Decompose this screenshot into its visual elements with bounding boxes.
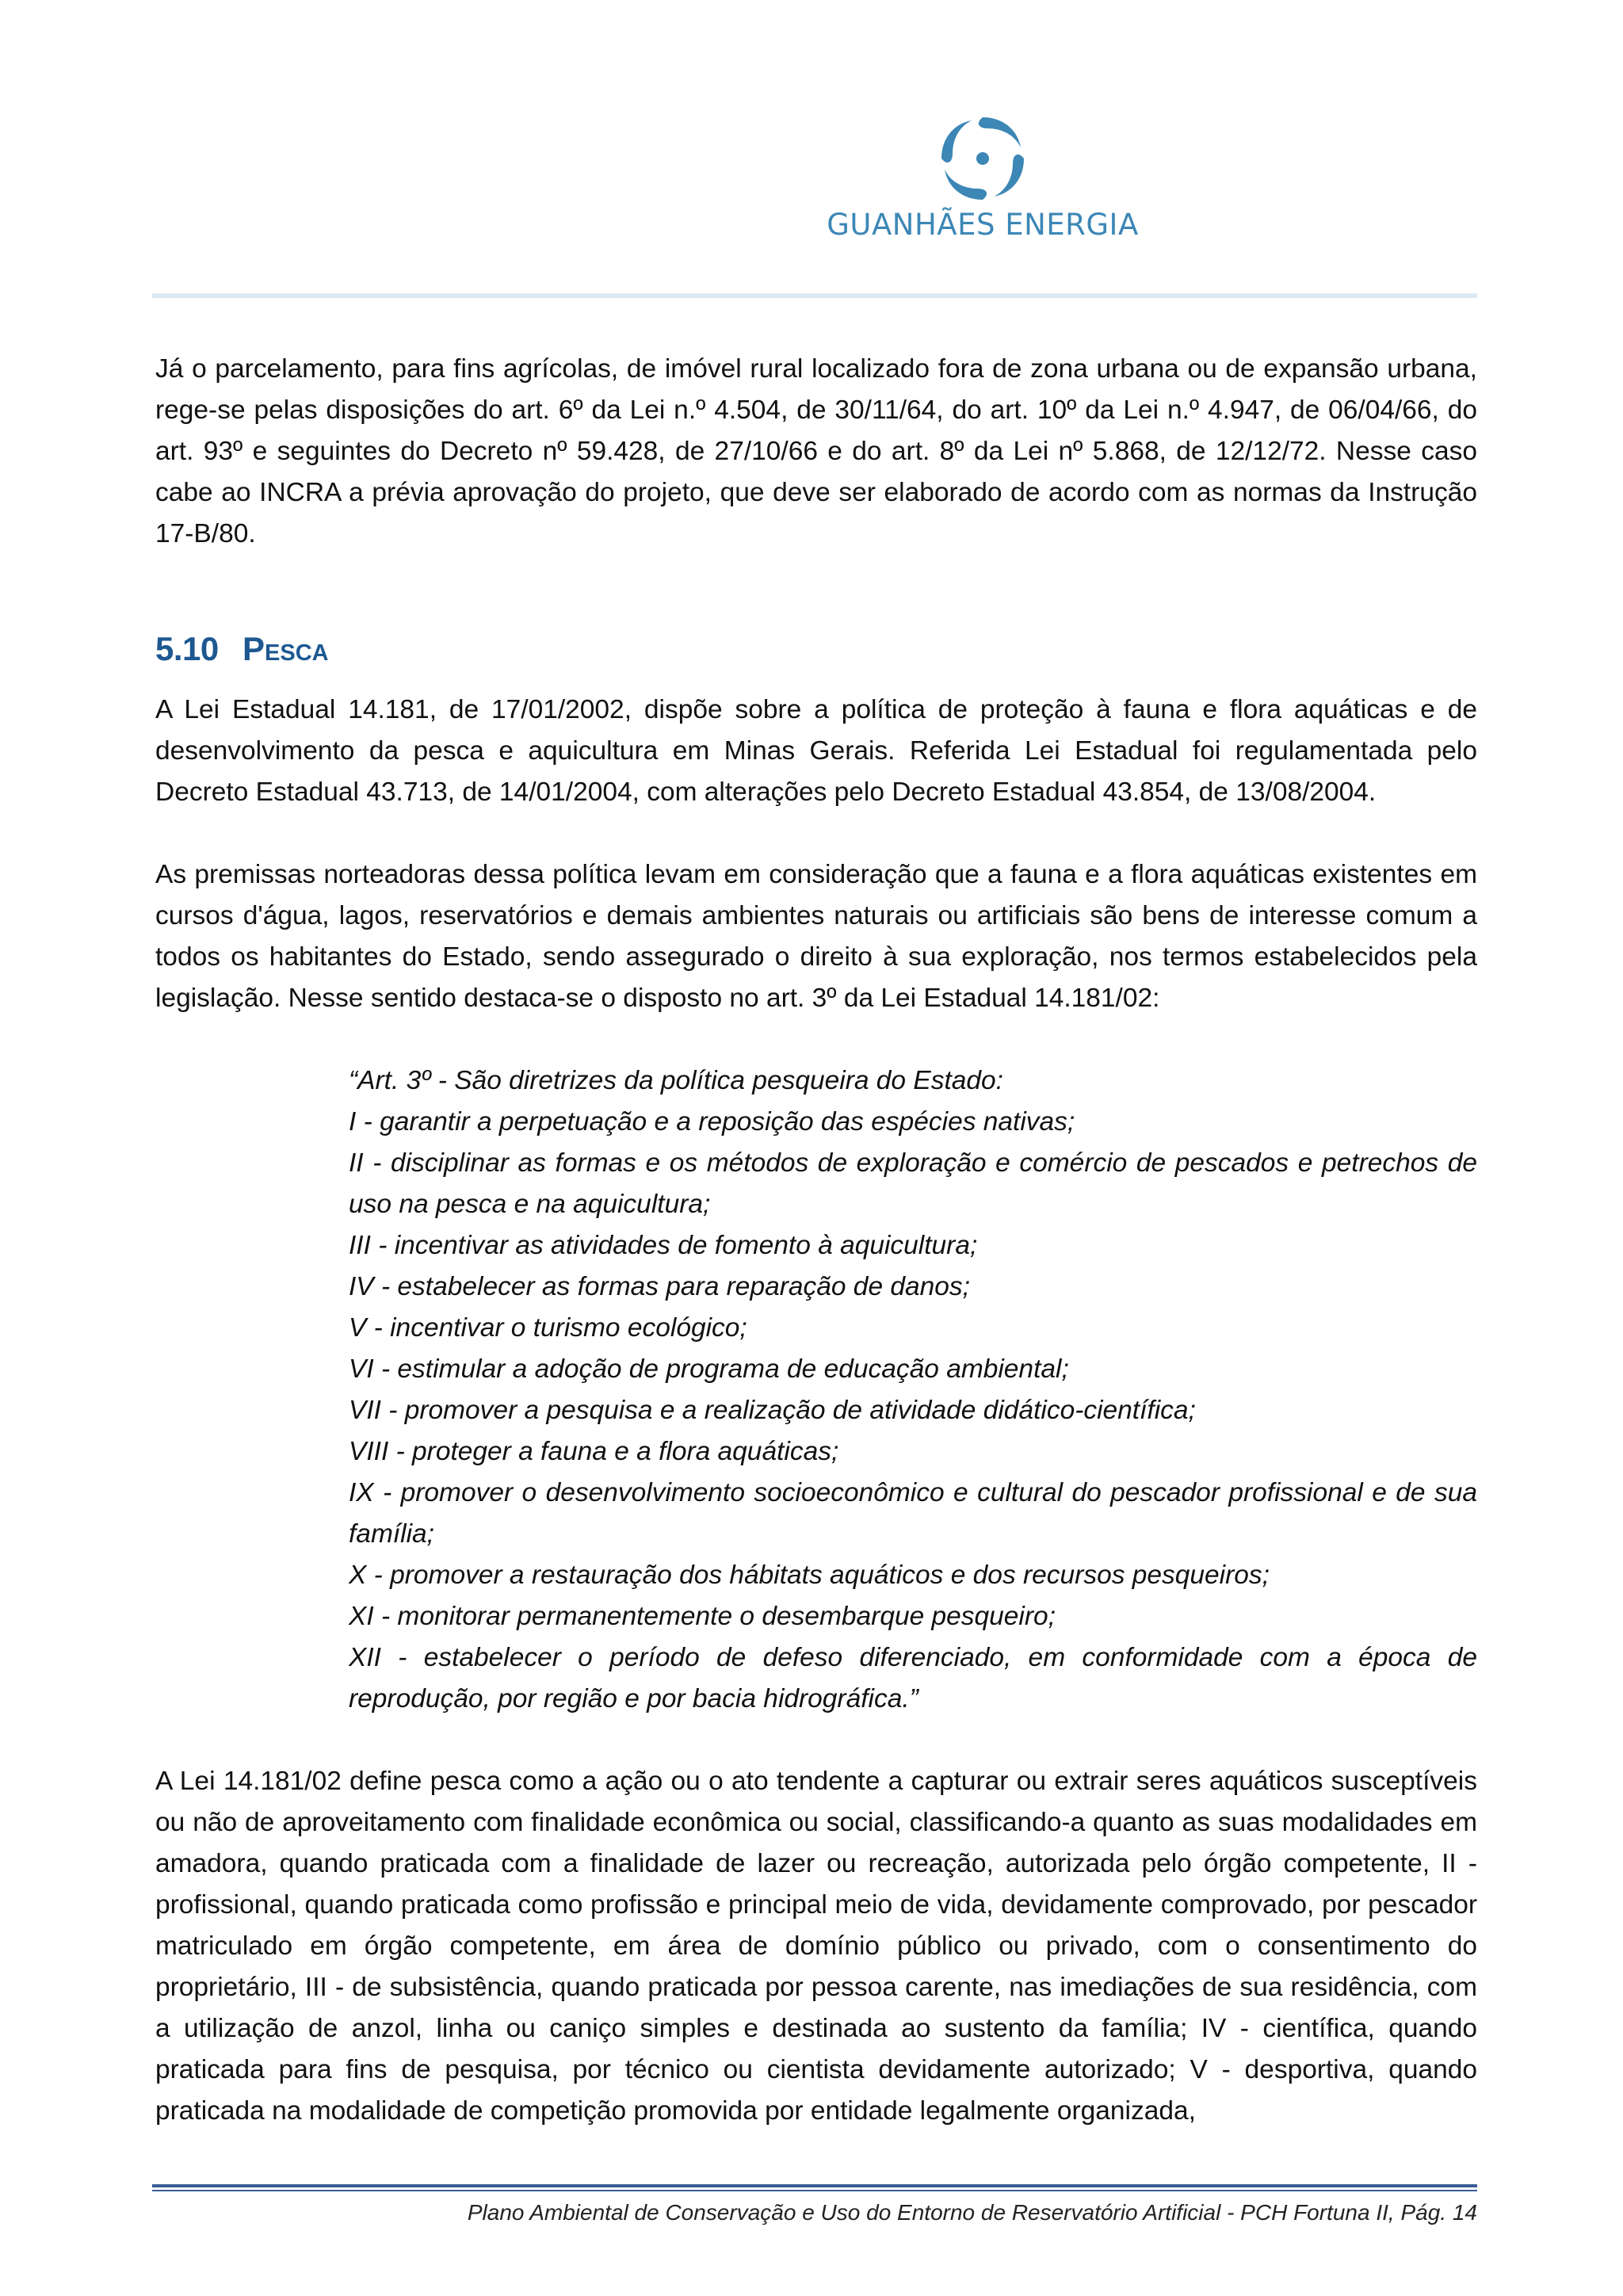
paragraph-parcelamento: Já o parcelamento, para fins agrícolas, de imóvel rural localizado fora de zona urbana ou de expansão urbana, rege-se pelas disposições do art. 6º da Lei n.º 4.504, de 30/11/64, do art. 10º da Lei n.º 4.947, de 06/04/66, do art. 93º e seguintes do Decreto nº 59.428, de 27/10/66 e do art. 8º da Lei nº 5.868, de 12/12/72. Nesse caso cabe ao INCRA a prévia aprovação do projeto, que deve ser elaborado de acordo com as normas da Instrução 17-B/80. [155, 354, 1477, 548]
guanhaes-logo-icon [935, 111, 1030, 206]
quote-line: X - promover a restauração dos hábitats aquáticos e dos recursos pesqueiros; [349, 1561, 1270, 1590]
logo-text: GUANHÃES ENERGIA [827, 208, 1139, 242]
quote-line: VII - promover a pesquisa e a realização de atividade didático-científica; [349, 1396, 1196, 1425]
quote-line: I - garantir a perpetuação e a reposição das espécies nativas; [349, 1107, 1075, 1137]
quote-line: IV - estabelecer as formas para reparação de danos; [349, 1272, 970, 1301]
paragraph-premissas: As premissas norteadoras dessa política levam em consideração que a fauna e a flora aquáticas existentes em cursos d'água, lagos, reservatórios e demais ambientes naturais ou artificiais são bens de interesse comum a todos os habitantes do Estado, sendo assegurado o direito à sua exploração, nos termos estabelecidos pela legislação. Nesse sentido destaca-se o disposto no art. 3º da Lei Estadual 14.181/02: [155, 860, 1477, 1013]
section-heading [155, 628, 1477, 670]
footer-page-info: Plano Ambiental de Conservação e Uso do Entorno de Reservatório Artificial - PCH Fortuna II, Pág. 14 [467, 2200, 1477, 2225]
quote-line: XI - monitorar permanentemente o desembarque pesqueiro; [349, 1602, 1056, 1631]
section-number: 5.10 [155, 630, 219, 667]
document-body [155, 349, 1477, 2132]
paragraph-lei-estadual: A Lei Estadual 14.181, de 17/01/2002, dispõe sobre a política de proteção à fauna e flora aquáticas e de desenvolvimento da pesca e aquicultura em Minas Gerais. Referida Lei Estadual foi regulamentada pelo Decreto Estadual 43.713, de 14/01/2004, com alterações pelo Decreto Estadual 43.854, de 13/08/2004. [155, 695, 1477, 807]
footer-divider-thin [152, 2190, 1477, 2191]
quote-line: IX - promover o desenvolvimento socioeconômico e cultural do pescador profissional e de sua família; [349, 1478, 1477, 1549]
quote-line: XII - estabelecer o período de defeso diferenciado, em conformidade com a época de reprodução, por região e por bacia hidrográfica.” [349, 1643, 1477, 1713]
quote-line: VI - estimular a adoção de programa de educação ambiental; [349, 1354, 1069, 1384]
section-title: Pesca [242, 630, 329, 667]
legal-quote [349, 1060, 1477, 1720]
header-divider [152, 293, 1477, 298]
company-logo [816, 111, 1149, 246]
quote-line: III - incentivar as atividades de fomento à aquicultura; [349, 1231, 978, 1260]
quote-line: V - incentivar o turismo ecológico; [349, 1313, 747, 1343]
quote-line: II - disciplinar as formas e os métodos de exploração e comércio de pescados e petrechos de uso na pesca e na aquicultura; [349, 1148, 1477, 1219]
paragraph-definicao-pesca: A Lei 14.181/02 define pesca como a ação ou o ato tendente a capturar ou extrair seres aquáticos susceptíveis ou não de aproveitamento com finalidade econômica ou social, classificando-a quanto as suas modalidades em amadora, quando praticada com a finalidade de lazer ou recreação, autorizada pelo órgão competente, II - profissional, quando praticada como profissão e principal meio de vida, devidamente comprovado, por pescador matriculado em órgão competente, em área de domínio público ou privado, com o consentimento do proprietário, III - de subsistência, quando praticada por pessoa carente, nas imediações de sua residência, com a utilização de anzol, linha ou caniço simples e destinada ao sustento da família; IV - científica, quando praticada para fins de pesquisa, por técnico ou cientista devidamente autorizado; V - desportiva, quando praticada na modalidade de competição promovida por entidade legalmente organizada, [155, 1767, 1477, 2126]
quote-line: “Art. 3º - São diretrizes da política pesqueira do Estado: [349, 1066, 1003, 1095]
quote-line: VIII - proteger a fauna e a flora aquáticas; [349, 1437, 839, 1466]
footer-divider [152, 2184, 1477, 2187]
